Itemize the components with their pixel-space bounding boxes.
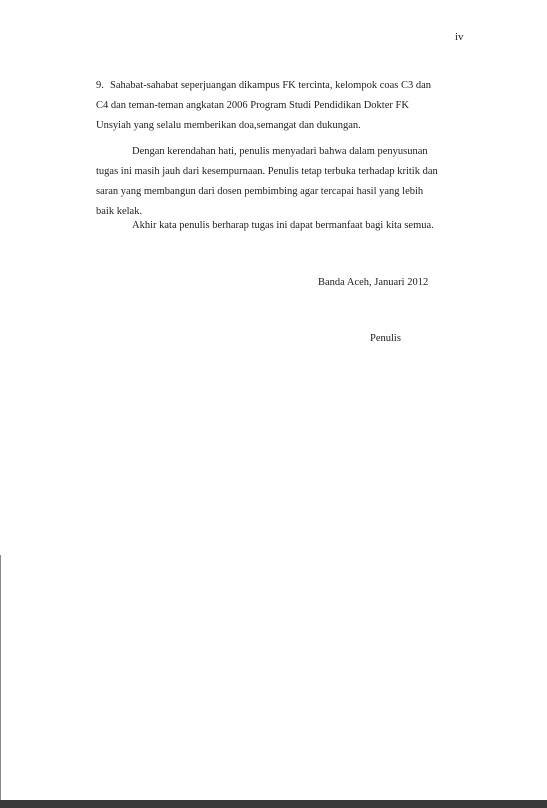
acknowledgement-list-item-9 (96, 76, 468, 136)
closing-paragraph-final-words (96, 216, 468, 236)
list-item-number: 9. (96, 80, 104, 91)
list-item-line: Unsyiah yang selalu memberikan doa,semangat dan dukungan. (96, 120, 361, 131)
paragraph-line: baik kelak. (96, 206, 143, 217)
paragraph-line: tugas ini masih jauh dari kesempurnaan. Penulis tetap terbuka terhadap kritik dan (96, 166, 438, 177)
scan-edge-left (0, 555, 1, 800)
signature-author: Penulis (370, 333, 401, 344)
closing-paragraph-humility (96, 142, 468, 222)
paragraph-line: saran yang membangun dari dosen pembimbing agar tercapai hasil yang lebih (96, 186, 424, 197)
page-number: iv (455, 31, 464, 43)
scan-edge-bottom (0, 800, 547, 808)
list-item-line (96, 76, 468, 96)
list-item-text: Sahabat-sahabat seperjuangan dikampus FK tercinta, kelompok coas C3 dan (110, 80, 432, 91)
list-item-line: C4 dan teman-teman angkatan 2006 Program Studi Pendidikan Dokter FK (96, 100, 409, 111)
paragraph-line: Dengan kerendahan hati, penulis menyadari bahwa dalam penyusunan (132, 146, 428, 157)
paragraph-line: Akhir kata penulis berharap tugas ini dapat bermanfaat bagi kita semua. (132, 220, 434, 231)
signature-place-date: Banda Aceh, Januari 2012 (318, 277, 429, 288)
